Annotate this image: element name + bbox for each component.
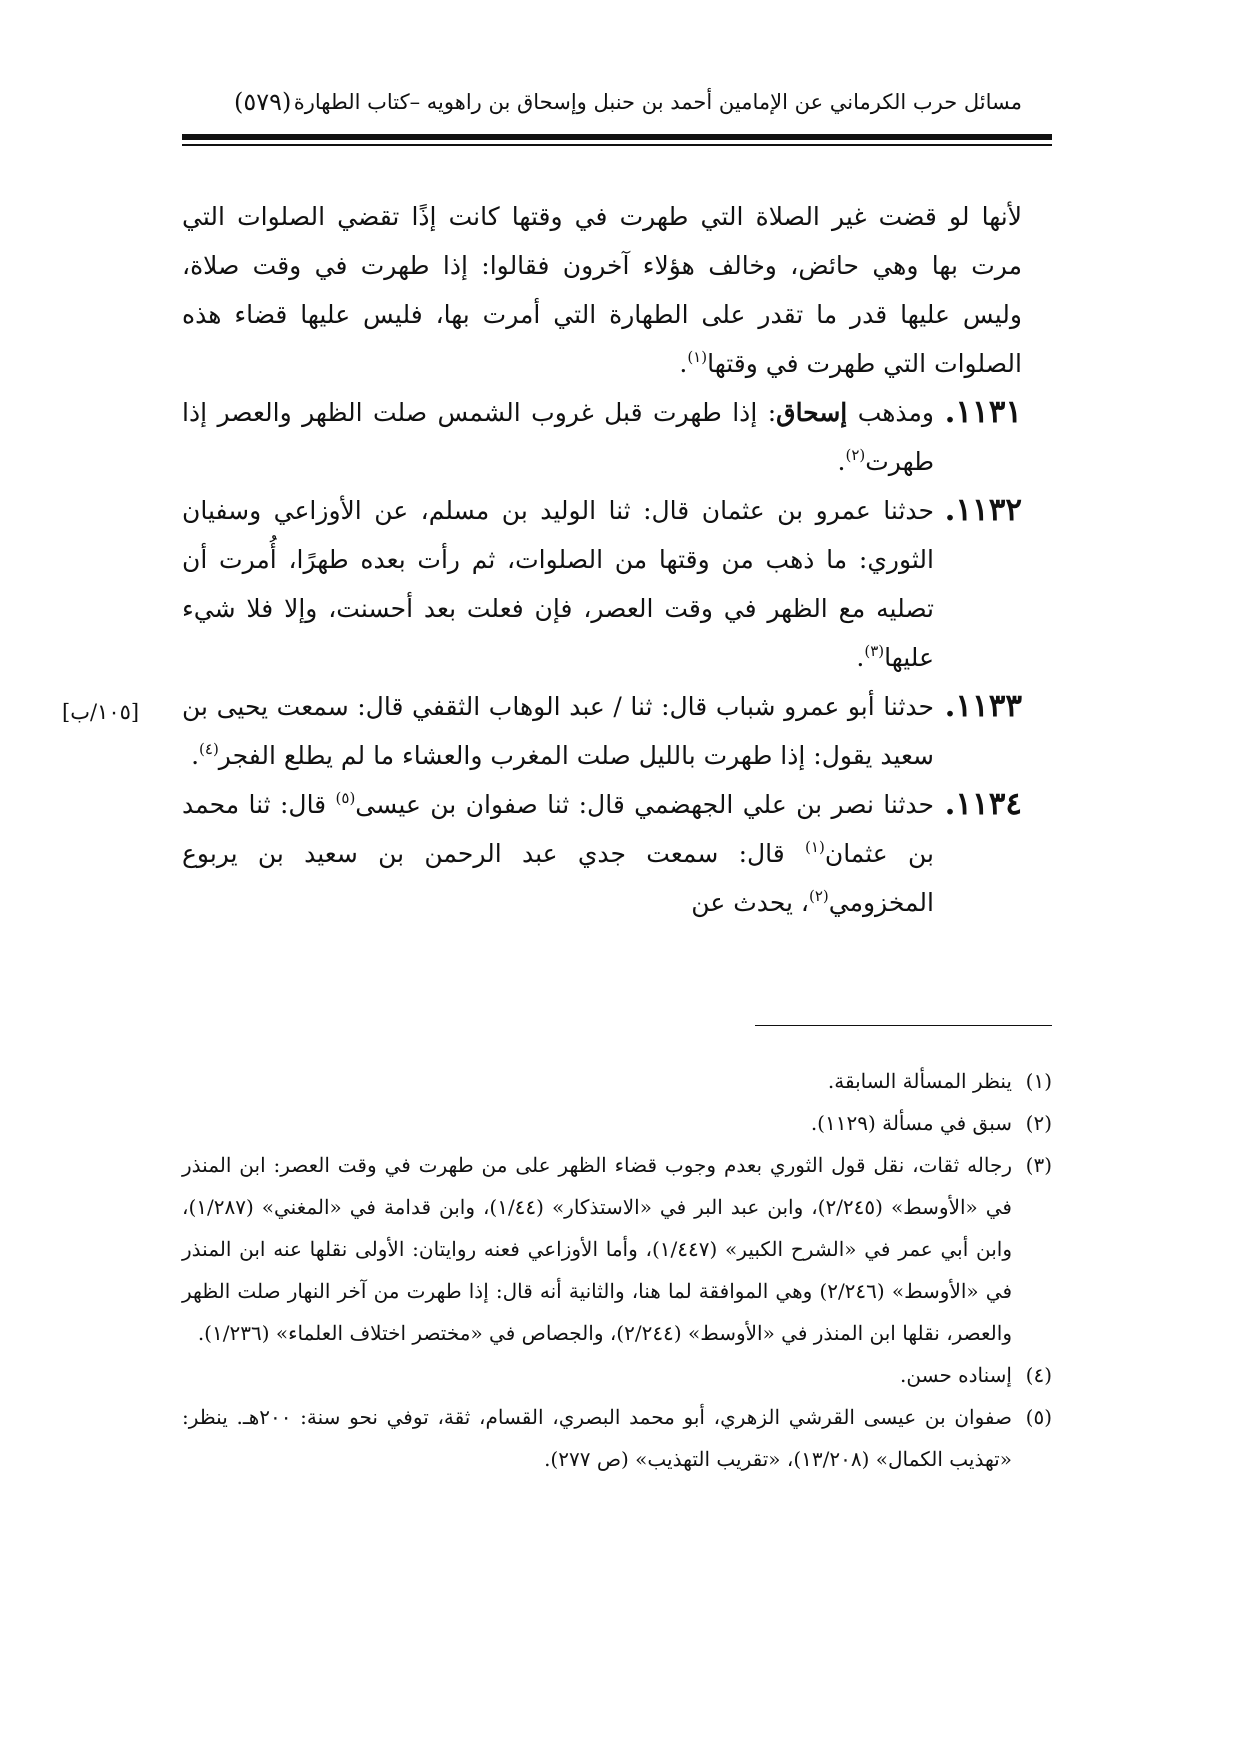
main-text bbox=[182, 192, 1022, 927]
entry-text: حدثنا أبو عمرو شباب قال: ثنا / عبد الوهاب الثقفي قال: سمعت يحيى بن سعيد يقول: إذا طهرت بالليل صلت المغرب والعشاء ما لم يطلع الفجر$^{(٤)}$. bbox=[182, 692, 934, 770]
footnote-text: صفوان بن عيسى القرشي الزهري، أبو محمد البصري، القسام، ثقة، توفي نحو سنة: ٢٠٠هـ. ينظر: «تهذيب الكمال» (١٣/٢٠٨)، «تقريب التهذيب» (ص ٢٧٧). bbox=[182, 1405, 1013, 1471]
bold-name: إسحاق bbox=[776, 398, 848, 427]
footnote bbox=[182, 1354, 1052, 1396]
footnote-ref: (٤) bbox=[199, 740, 219, 758]
footnote-ref: (٢) bbox=[845, 446, 866, 464]
entry-text: حدثنا نصر بن علي الجهضمي قال: ثنا صفوان بن عيسى$^{(٥)}$ قال: ثنا محمد بن عثمان$^{(١)}$ قال: سمعت جدي عبد الرحمن بن سعيد بن يربوع المخزومي$^{(٢)}$، يحدث عن bbox=[182, 789, 935, 917]
footnote-number: (١) bbox=[1025, 1069, 1052, 1093]
footnote-text: إسناده حسن. bbox=[900, 1363, 1012, 1387]
footnote-text: رجاله ثقات، نقل قول الثوري بعدم وجوب قضاء الظهر على من طهرت في وقت العصر: ابن المنذر في «الأوسط» (٢/٢٤٥)، وابن عبد البر في «الاستذكار» (١/٤٤)، وابن قدامة في «المغني» (١/٢٨٧)، وابن أبي عمر في «الشرح الكبير» (١/٤٤٧)، وأما الأوزاعي فعنه روايتان: الأولى نقلها عنه ابن المنذر في «الأوسط» (٢/٢٤٦) وهي الموافقة لما هنا، والثانية أنه قال: إذا طهرت من آخر النهار صلت الظهر والعصر، نقلها ابن المنذر في «الأوسط» (٢/٢٤٤)، والجصاص في «مختصر اختلاف العلماء» (١/٢٣٦). bbox=[182, 1153, 1013, 1345]
footnote-separator bbox=[755, 1025, 1052, 1026]
footnote bbox=[182, 1102, 1052, 1144]
intro-paragraph: لأنها لو قضت غير الصلاة التي طهرت في وقتها كانت إذًا تقضي الصلوات التي مرت بها وهي حائض، وخالف هؤلاء آخرون فقالوا: إذا طهرت في وقت صلاة، وليس عليها قدر ما تقدر على الطهارة التي أمرت بها، فليس عليها قضاء هذه الصلوات التي طهرت في وقتها$^{(١)}$. bbox=[182, 202, 1022, 378]
footnote-number: (٤) bbox=[1025, 1363, 1052, 1387]
footnote-ref: (٥) bbox=[335, 789, 356, 807]
footnote bbox=[182, 1396, 1052, 1480]
intro-text: لأنها لو قضت غير الصلاة التي طهرت في وقتها كانت إذًا تقضي الصلوات التي مرت بها وهي حائض، وخالف هؤلاء آخرون فقالوا: إذا طهرت في وقت صلاة، وليس عليها قدر ما تقدر على الطهارة التي أمرت بها، فليس عليها قضاء هذه الصلوات التي طهرت في وقتها bbox=[182, 202, 1022, 378]
footnote-ref: (١) bbox=[805, 838, 825, 856]
entry-number: ١١٣٤. bbox=[944, 786, 1022, 822]
header-rule-thick bbox=[182, 134, 1052, 140]
entry-1132 bbox=[182, 486, 1022, 682]
footnotes bbox=[182, 1060, 1052, 1480]
footnote-text: ينظر المسألة السابقة. bbox=[827, 1069, 1012, 1093]
entry-number: ١١٣٣. bbox=[944, 688, 1022, 724]
header-rule-thin bbox=[182, 144, 1052, 146]
footnote-ref: (٣) bbox=[864, 642, 885, 660]
entry-1133 bbox=[182, 682, 1022, 780]
entry-number: ١١٣٢. bbox=[944, 492, 1022, 528]
entry-text: ومذهب إسحاق: إذا طهرت قبل غروب الشمس صلت الظهر والعصر إذا طهرت$^{(٢)}$. bbox=[182, 398, 935, 476]
entry-1131 bbox=[182, 388, 1022, 486]
entry-text: حدثنا عمرو بن عثمان قال: ثنا الوليد بن مسلم، عن الأوزاعي وسفيان الثوري: ما ذهب من وقتها من الصلوات، ثم رأت بعده طهرًا، أُمرت أن تصليه مع الظهر في وقت العصر، فإن فعلت بعد أحسنت، وإلا فلا شيء عليها$^{(٣)}$. bbox=[182, 496, 934, 672]
running-header bbox=[182, 84, 1022, 124]
footnote-ref: (١) bbox=[687, 348, 708, 366]
footnote-number: (٣) bbox=[1025, 1153, 1052, 1177]
entry-1134 bbox=[182, 780, 1022, 927]
footnote-number: (٢) bbox=[1025, 1111, 1052, 1135]
running-title: مسائل حرب الكرماني عن الإمامين أحمد بن حنبل وإسحاق بن راهويه –كتاب الطهارة bbox=[293, 90, 1022, 114]
footnote bbox=[182, 1060, 1052, 1102]
entry-number: ١١٣١. bbox=[944, 394, 1022, 430]
page-number: (٥٧٩) bbox=[234, 88, 292, 116]
footnote-text: سبق في مسألة (١١٢٩). bbox=[810, 1111, 1012, 1135]
footnote-number: (٥) bbox=[1025, 1405, 1052, 1429]
footnote-ref: (٢) bbox=[808, 887, 829, 905]
footnote bbox=[182, 1144, 1052, 1354]
manuscript-folio-note: [١٠٥/ب] bbox=[62, 700, 140, 724]
